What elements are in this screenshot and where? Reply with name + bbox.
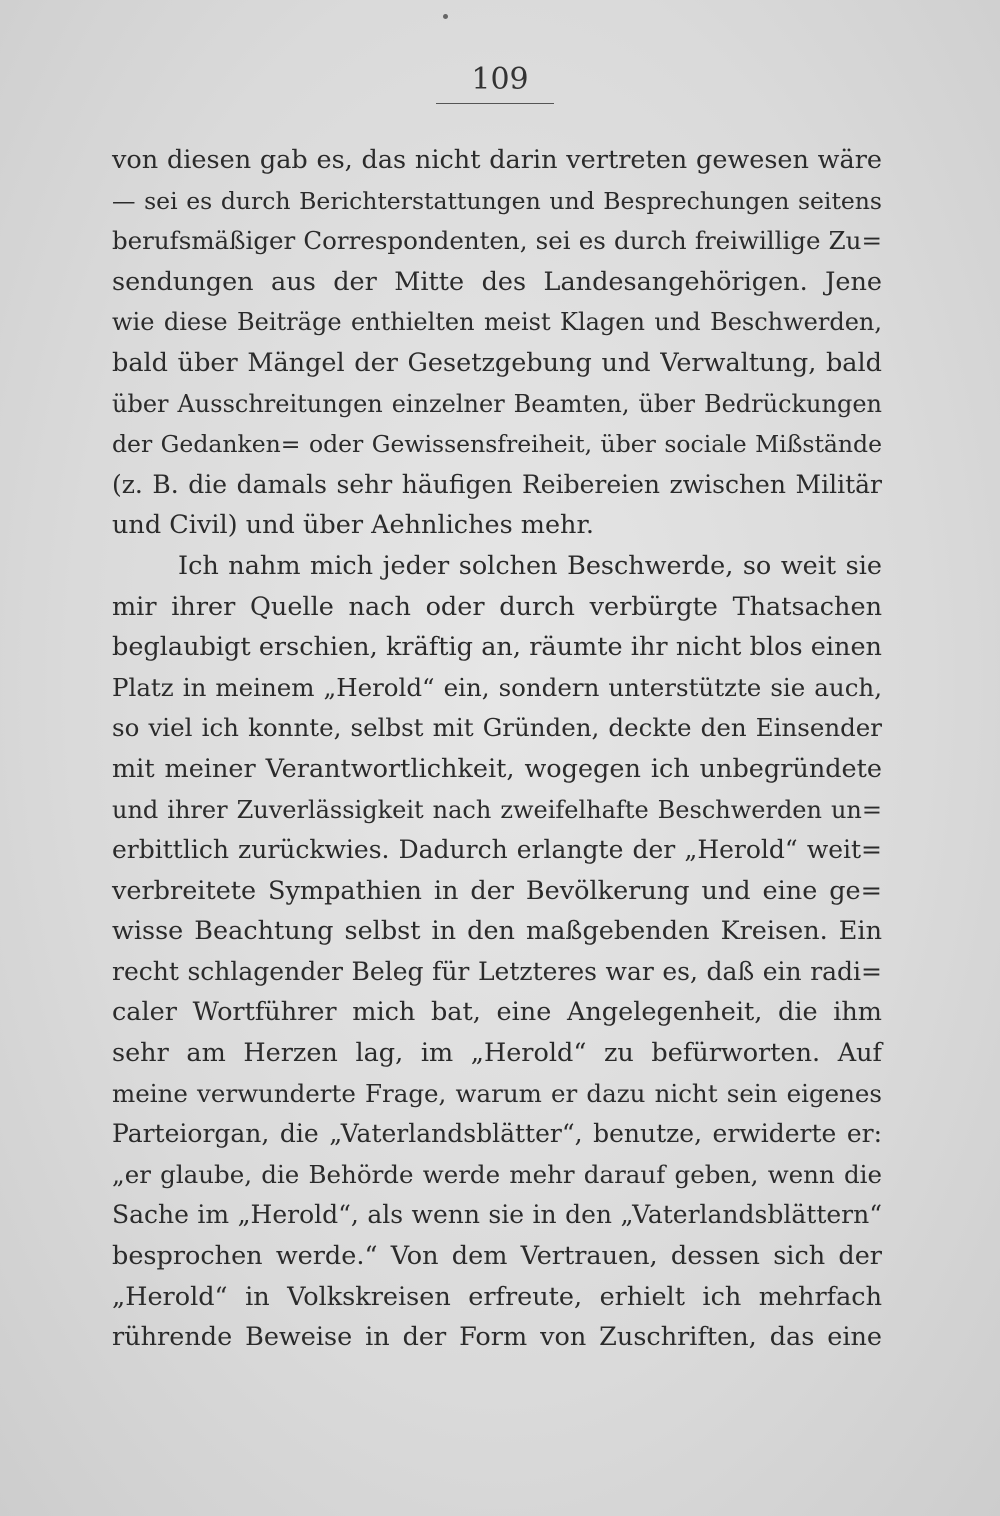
text-line: und ihrer Zuverlässigkeit nach zweifelhafte Beschwerden un= [112,795,882,824]
text-line: Parteiorgan, die „Vaterlandsblätter“, benutze, erwiderte er: [112,1119,882,1149]
text-line: (z. B. die damals sehr häufigen Reibereien zwischen Militär [112,469,882,499]
text-line: sehr am Herzen lag, im „Herold“ zu befürworten. Auf [112,1038,882,1069]
header-rule [436,103,554,104]
text-line: von diesen gab es, das nicht darin vertreten gewesen wäre [112,145,882,175]
text-line: „Herold“ in Volkskreisen erfreute, erhielt ich mehrfach [112,1281,882,1312]
text-line: so viel ich konnte, selbst mit Gründen, deckte den Einsender [112,713,882,743]
text-line: sendungen aus der Mitte des Landesangehörigen. Jene [112,266,882,297]
text-line: und Civil) und über Aehnliches mehr. [112,510,594,541]
text-line: verbreitete Sympathien in der Bevölkerung und eine ge= [112,875,882,906]
text-line: besprochen werde.“ Von dem Vertrauen, dessen sich der [112,1241,882,1272]
body-text [112,140,882,1358]
text-line: meine verwunderte Frage, warum er dazu nicht sein eigenes [112,1078,882,1108]
text-line: erbittlich zurückwies. Dadurch erlangte der „Herold“ weit= [112,835,882,865]
text-line: mit meiner Verantwortlichkeit, wogegen ich unbegründete [112,753,882,784]
text-line: berufsmäßiger Correspondenten, sei es durch freiwillige Zu= [112,226,882,256]
text-line: Ich nahm mich jeder solchen Beschwerde, so weit sie [178,550,882,581]
text-line: wie diese Beiträge enthielten meist Klagen und Beschwerden, [112,308,882,337]
text-line: beglaubigt erschien, kräftig an, räumte ihr nicht blos einen [112,632,882,663]
text-line: wisse Beachtung selbst in den maßgebenden Kreisen. Ein [112,916,882,947]
text-line: caler Wortführer mich bat, eine Angelegenheit, die ihm [112,997,882,1028]
text-line: recht schlagender Beleg für Letzteres war es, daß ein radi= [112,956,882,986]
text-line: rührende Beweise in der Form von Zuschriften, das eine [112,1322,882,1353]
text-line: Sache im „Herold“, als wenn sie in den „Vaterlandsblättern“ [112,1200,882,1230]
text-line: — sei es durch Berichterstattungen und Besprechungen seitens [112,186,882,215]
text-line: Platz in meinem „Herold“ ein, sondern unterstützte sie auch, [112,672,882,702]
text-line: über Ausschreitungen einzelner Beamten, über Bedrückungen [112,389,882,418]
text-line: bald über Mängel der Gesetzgebung und Verwaltung, bald [112,347,882,378]
text-line: mir ihrer Quelle nach oder durch verbürgte Thatsachen [112,591,882,622]
page-number: 109 [471,62,529,97]
print-speck [443,14,448,19]
text-line: der Gedanken= oder Gewissensfreiheit, über sociale Mißstände [112,430,882,459]
text-line: „er glaube, die Behörde werde mehr darauf geben, wenn die [112,1159,882,1189]
